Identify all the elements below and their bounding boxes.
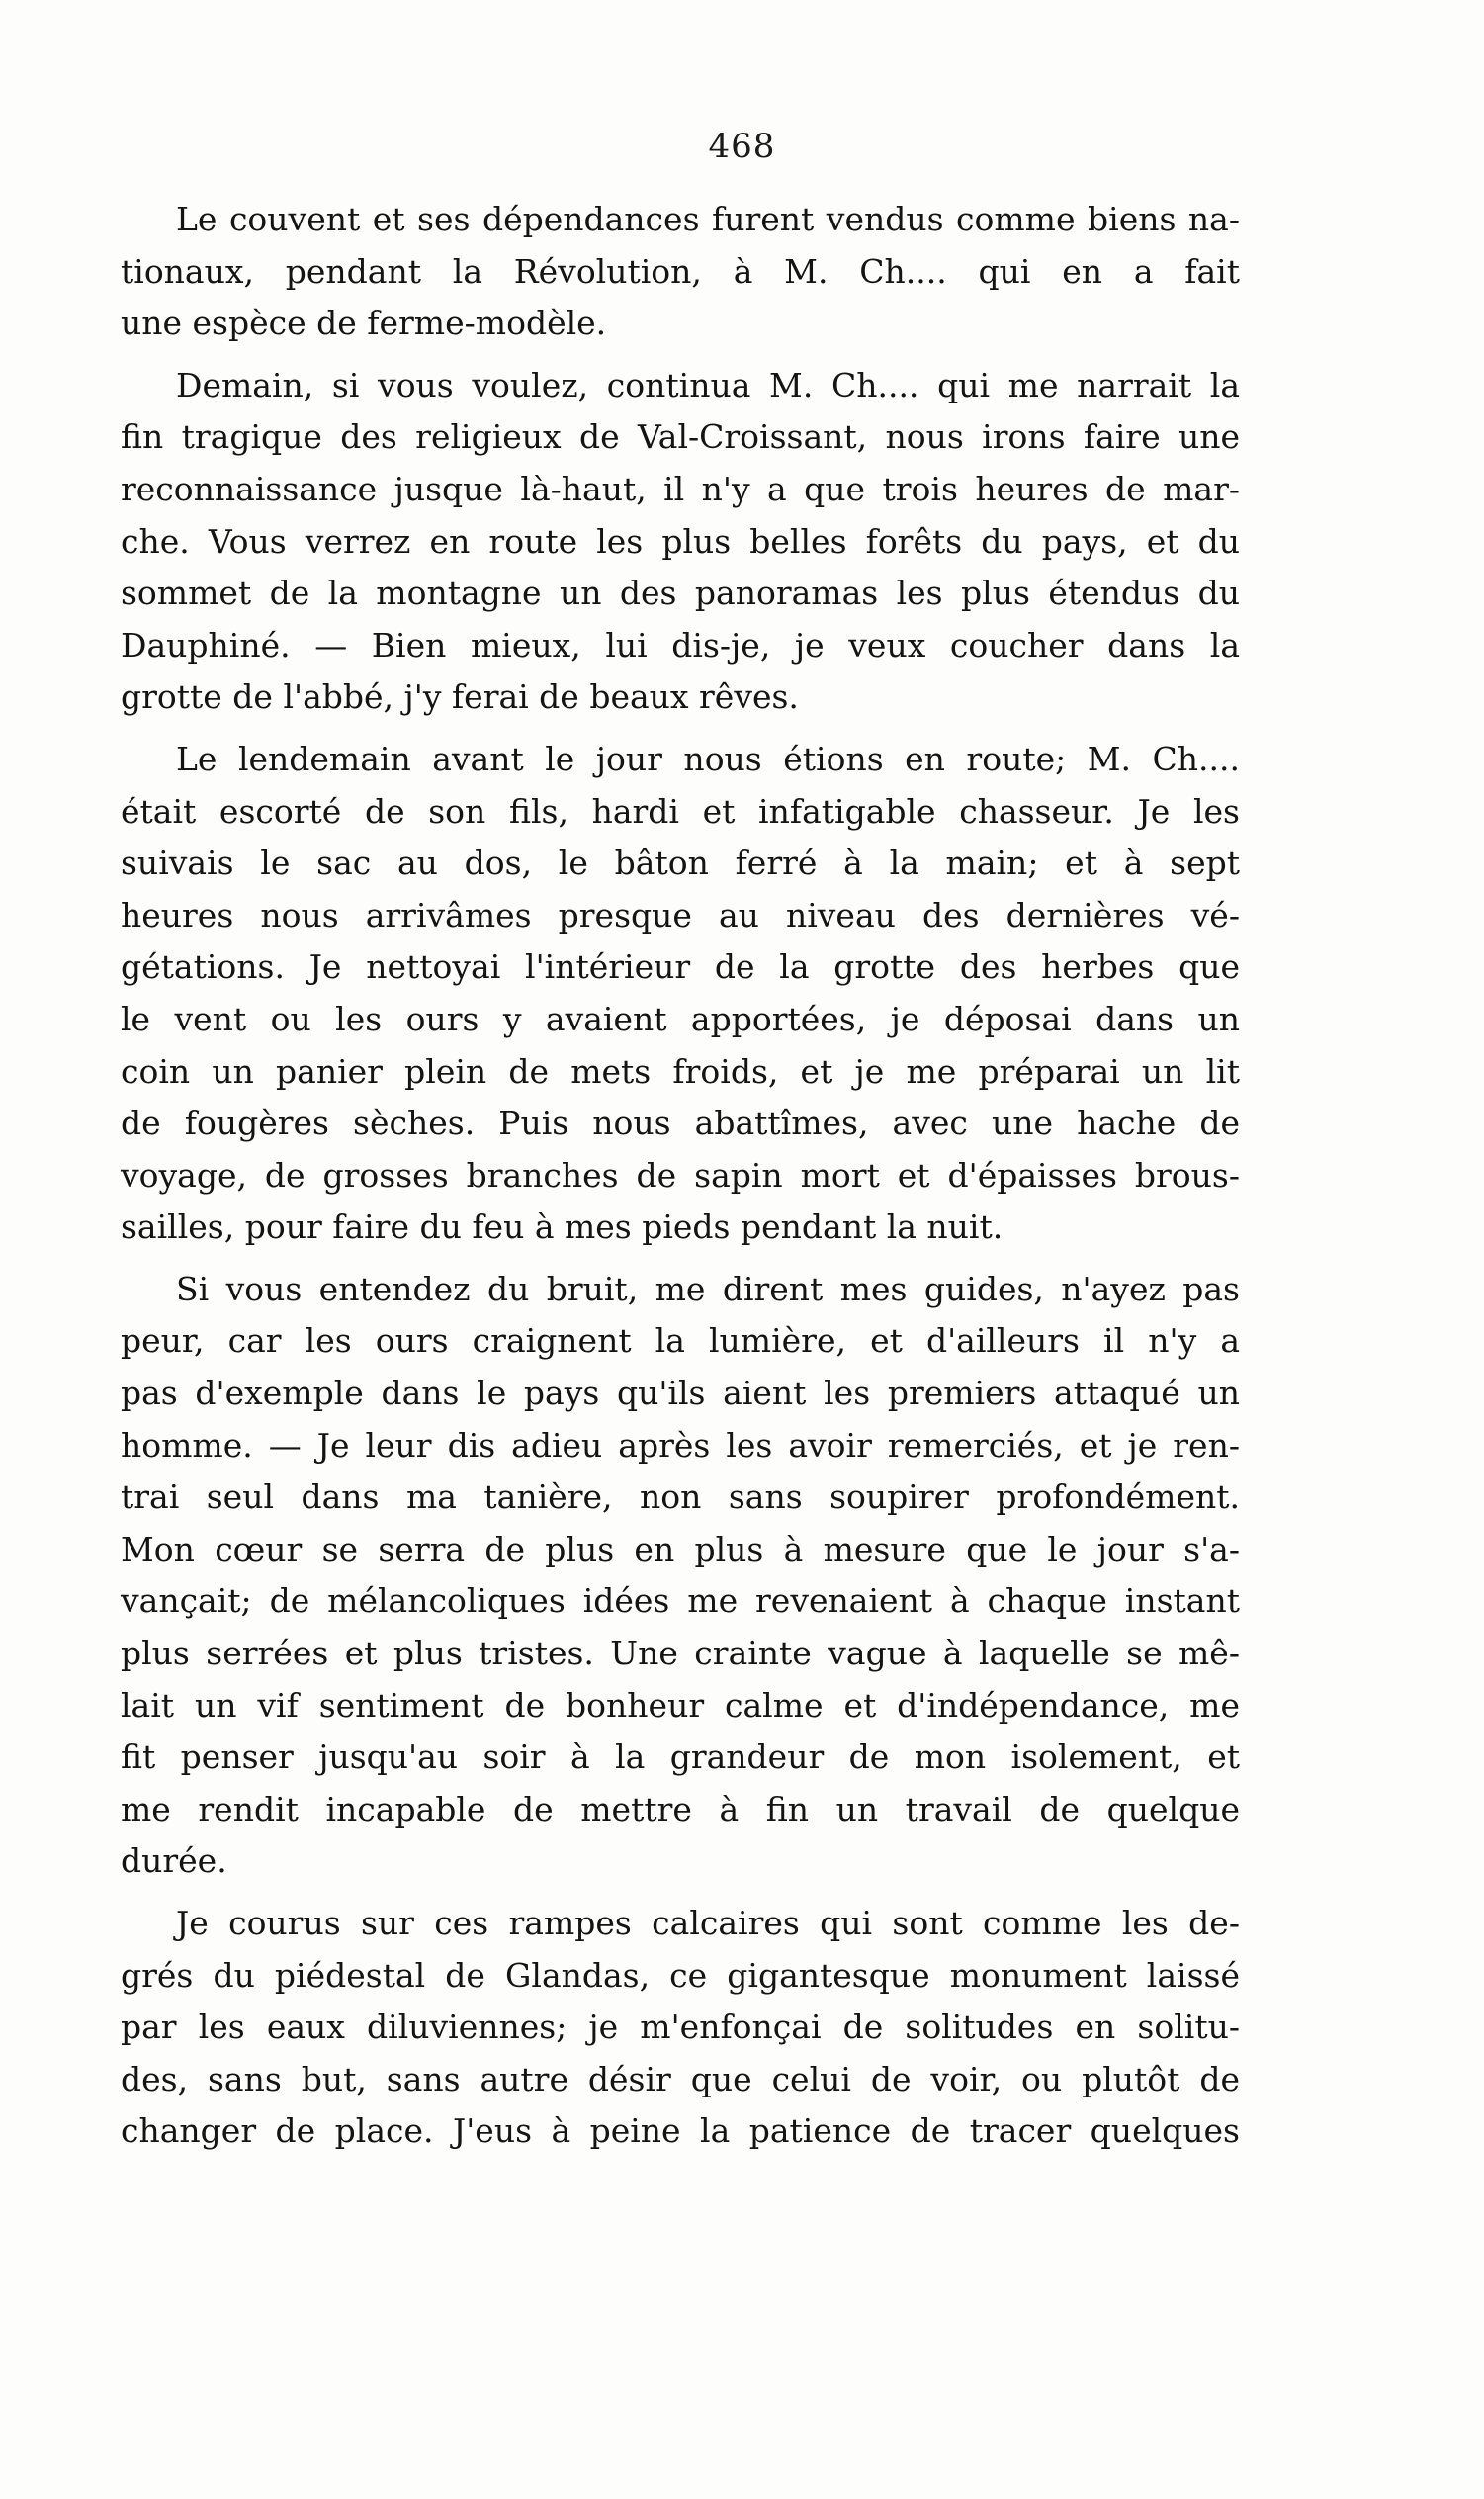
- text-line: homme. — Je leur dis adieu après les avoir remerciés, et je ren-: [121, 1425, 1240, 1465]
- text-line: de fougères sèches. Puis nous abattîmes, avec une hache de: [121, 1104, 1240, 1143]
- text-line: fit penser jusqu'au soir à la grandeur de mon isolement, et: [121, 1738, 1240, 1777]
- text-line: Mon cœur se serra de plus en plus à mesure que le jour s'a-: [121, 1529, 1240, 1568]
- paragraph-2: [121, 360, 1240, 724]
- text-line: vançait; de mélancoliques idées me revenaient à chaque instant: [121, 1581, 1240, 1621]
- paragraph-4: [121, 1264, 1240, 1888]
- text-line: pas d'exemple dans le pays qu'ils aient les premiers attaqué un: [121, 1374, 1240, 1413]
- text-line: trai seul dans ma tanière, non sans soupirer profondément.: [121, 1477, 1240, 1517]
- text-line: gétations. Je nettoyai l'intérieur de la grotte des herbes que: [121, 947, 1240, 987]
- text-line: sailles, pour faire du feu à mes pieds pendant la nuit.: [121, 1207, 1004, 1247]
- text-line: lait un vif sentiment de bonheur calme et d'indépendance, me: [121, 1685, 1240, 1725]
- text-line: Le couvent et ses dépendances furent vendus comme biens na-: [176, 200, 1240, 238]
- paragraph-1: [121, 194, 1240, 350]
- text-line: me rendit incapable de mettre à fin un travail de quelque: [121, 1789, 1240, 1829]
- text-line: Dauphiné. — Bien mieux, lui dis-je, je veux coucher dans la: [121, 625, 1240, 665]
- page-number: 468: [708, 127, 776, 166]
- text-line: était escorté de son fils, hardi et infatigable chasseur. Je les: [121, 791, 1240, 831]
- text-line: grotte de l'abbé, j'y ferai de beaux rêves.: [121, 677, 799, 717]
- text-line: durée.: [121, 1841, 227, 1881]
- text-line: grés du piédestal de Glandas, ce gigantesque monument laissé: [121, 1955, 1240, 1995]
- text-line: par les eaux diluviennes; je m'enfonçai de solitudes en solitu-: [121, 2008, 1240, 2047]
- text-line: reconnaissance jusque là-haut, il n'y a que trois heures de mar-: [121, 469, 1240, 508]
- text-line: des, sans but, sans autre désir que celui de voir, ou plutôt de: [121, 2059, 1240, 2098]
- paragraph-3: [121, 734, 1240, 1254]
- text-line: voyage, de grosses branches de sapin mort et d'épaisses brous-: [121, 1155, 1240, 1195]
- text-line: sommet de la montagne un des panoramas les plus étendus du: [121, 574, 1240, 613]
- text-line: suivais le sac au dos, le bâton ferré à la main; et à sept: [121, 844, 1240, 883]
- text-line: Si vous entendez du bruit, me dirent mes guides, n'ayez pas: [176, 1269, 1240, 1308]
- text-line: Demain, si vous voulez, continua M. Ch.... qui me narrait la: [176, 365, 1240, 404]
- text-line: tionaux, pendant la Révolution, à M. Ch.... qui en a fait: [121, 251, 1240, 291]
- text-line: Je courus sur ces rampes calcaires qui sont comme les de-: [176, 1904, 1240, 1942]
- text-line: le vent ou les ours y avaient apportées, je déposai dans un: [121, 999, 1240, 1038]
- text-line: che. Vous verrez en route les plus belles forêts du pays, et du: [121, 521, 1240, 561]
- text-line: changer de place. J'eus à peine la patience de tracer quelques: [121, 2111, 1240, 2151]
- text-line: une espèce de ferme-modèle.: [121, 304, 607, 343]
- text-line: plus serrées et plus tristes. Une crainte vague à laquelle se mê-: [121, 1634, 1240, 1673]
- text-line: heures nous arrivâmes presque au niveau des dernières vé-: [121, 895, 1240, 935]
- paragraph-5: [121, 1898, 1240, 2158]
- text-line: Le lendemain avant le jour nous étions en route; M. Ch....: [176, 739, 1240, 778]
- text-line: coin un panier plein de mets froids, et je me préparai un lit: [121, 1051, 1240, 1091]
- text-line: peur, car les ours craignent la lumière, et d'ailleurs il n'y a: [121, 1321, 1240, 1361]
- text-line: fin tragique des religieux de Val-Croissant, nous irons faire une: [121, 417, 1240, 457]
- body-text: [121, 194, 1240, 2168]
